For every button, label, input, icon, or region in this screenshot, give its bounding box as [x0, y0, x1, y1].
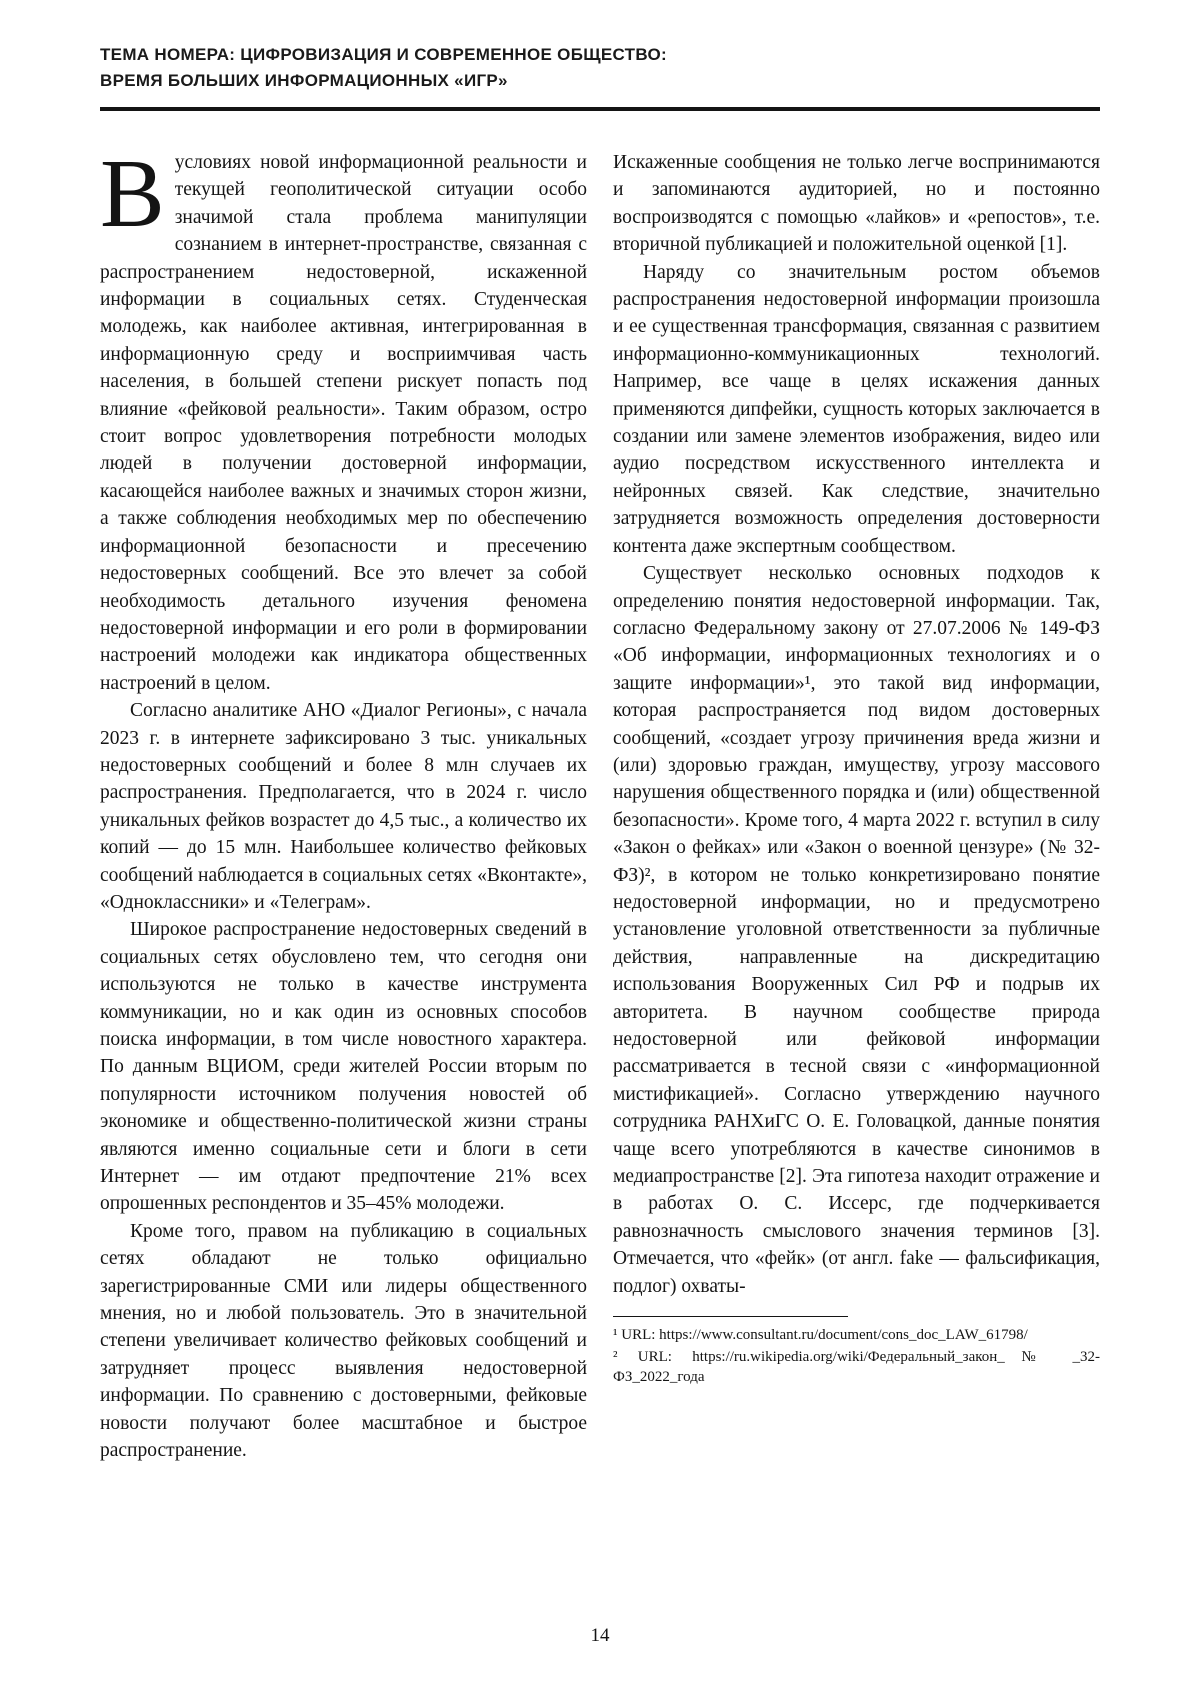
paragraph: Широкое распространение недостоверных сведений в социальных сетях обусловлено тем, что сегодня они используются не только в качестве инструмента коммуникации, но и как один из основных способов поиска информации, в том числе новостного характера. По данным ВЦИОМ, среди жителей России вторым по популярности источником получения новостей об экономике и общественно-политической жизни страны являются именно социальные сети и блоги в сети Интернет — им отдают предпочтение 21% всех опрошенных респондентов и 35–45% молодежи. — [100, 919, 587, 1215]
page-number: 14 — [590, 1625, 610, 1646]
paragraph: Согласно аналитике АНО «Диалог Регионы», с начала 2023 г. в интернете зафиксировано 3 тыс. уникальных недостоверных сообщений и более 8 млн случаев их распространения. Предполагается, что в 2024 г. число уникальных фейков возрастет до 4,5 тыс., а количество их копий — до 15 млн. Наибольшее количество фейковых сообщений наблюдается в социальных сетях «Вконтакте», «Одноклассники» и «Телеграм». — [100, 700, 587, 913]
paragraph-text: условиях новой информационной реальности и текущей геополитической ситуации особо значимой стала проблема манипуляции сознанием в интернет-пространстве, связанная с распространением недостоверной, искаженной информации в социальных сетях. Студенческая молодежь, как наиболее активная, интегрированная в информационную среду и восприимчивая часть населения, в большей степени рискует попасть под влияние «фейковой реальности». Таким образом, остро стоит вопрос удовлетворения потребности молодых людей в получении достоверной информации, касающейся наиболее важных и значимых сторон жизни, а также соблюдения необходимых мер по обеспечению информационной безопасности и пресечению недостоверных сообщений. Все это влечет за собой необходимость детального изучения феномена недостоверной информации и его роли в формировании настроений молодежи как индикатора общественных настроений в целом. — [100, 152, 587, 694]
left-column — [100, 140, 587, 1465]
drop-cap: В — [100, 140, 165, 247]
header-line-1: ТЕМА НОМЕРА: ЦИФРОВИЗАЦИЯ И СОВРЕМЕННОЕ ОБЩЕСТВО: — [100, 45, 667, 64]
footnote-separator-rule — [613, 1316, 848, 1317]
paragraph: Наряду со значительным ростом объемов распространения недостоверной информации произошла и ее существенная трансформация, связанная с развитием информационно-коммуникационных технологий. Например, все чаще в целях искажения данных применяются дипфейки, сущность которых заключается в создании или замене элементов изображения, видео или аудио посредством искусственного интеллекта и нейронных связей. Как следствие, значительно затрудняется возможность определения достоверности контента даже экспертным сообществом. — [613, 261, 1100, 557]
issue-theme-heading — [100, 42, 1100, 93]
header-rule — [100, 107, 1100, 111]
article-body — [100, 140, 1100, 1465]
right-column — [613, 149, 1100, 1465]
header-line-2: ВРЕМЯ БОЛЬШИХ ИНФОРМАЦИОННЫХ «ИГР» — [100, 70, 508, 90]
paragraph: Существует несколько основных подходов к определению понятия недостоверной информации. Так, согласно Федеральному закону от 27.07.2006 № 149-ФЗ «Об информации, информационных технологиях и о защите информации»¹, это такой вид информации, которая распространяется под видом достоверных сообщений, «создает угрозу причинения вреда жизни и (или) здоровью граждан, имуществу, угрозу массового нарушения общественного порядка и (или) общественной безопасности». Кроме того, 4 марта 2022 г. вступил в силу «Закон о фейках» или «Закон о военной цензуре» (№ 32-ФЗ)², в котором не только конкретизировано понятие недостоверной информации, но и предусмотрено установление уголовной ответственности за публичные действия, направленные на дискредитацию использования Вооруженных Сил РФ и подрыв их авторитета. В научном сообществе природа недостоверной или фейковой информации рассматривается в тесной связи с «информационной мистификацией». Согласно утверждению научного сотрудника РАНХиГС О. Е. Головацкой, данные понятия чаще всего употребляются в качестве синонимов в медиапространстве [2]. Эта гипотеза находит отражение и в работах О. С. Иссерс, где подчеркивается равнозначность смыслового значения терминов [3]. Отмечается, что «фейк» (от англ. fake — фальсификация, подлог) охваты- — [613, 563, 1100, 1297]
paragraph-intro — [100, 140, 587, 697]
footnote-2: ² URL: https://ru.wikipedia.org/wiki/Федеральный_закон_№ _32-ФЗ_2022_года — [613, 1348, 1100, 1385]
paragraph: Искаженные сообщения не только легче воспринимаются и запоминаются аудиторией, но и постоянно воспроизводятся с помощью «лайков» и «репостов», т.е. вторичной публикацией и положительной оценкой [1]. — [613, 152, 1100, 256]
paragraph: Кроме того, правом на публикацию в социальных сетях обладают не только официально зарегистрированные СМИ или лидеры общественного мнения, но и любой пользователь. Это в значительной степени увеличивает количество фейковых сообщений и затрудняет процесс выявления недостоверной информации. По сравнению с достоверными, фейковые новости получают более масштабное и быстрое распространение. — [100, 1220, 587, 1462]
footnotes-block — [613, 1316, 1100, 1387]
page-header — [100, 42, 1100, 111]
footnote-1: ¹ URL: https://www.consultant.ru/document/cons_doc_LAW_61798/ — [613, 1327, 1028, 1344]
